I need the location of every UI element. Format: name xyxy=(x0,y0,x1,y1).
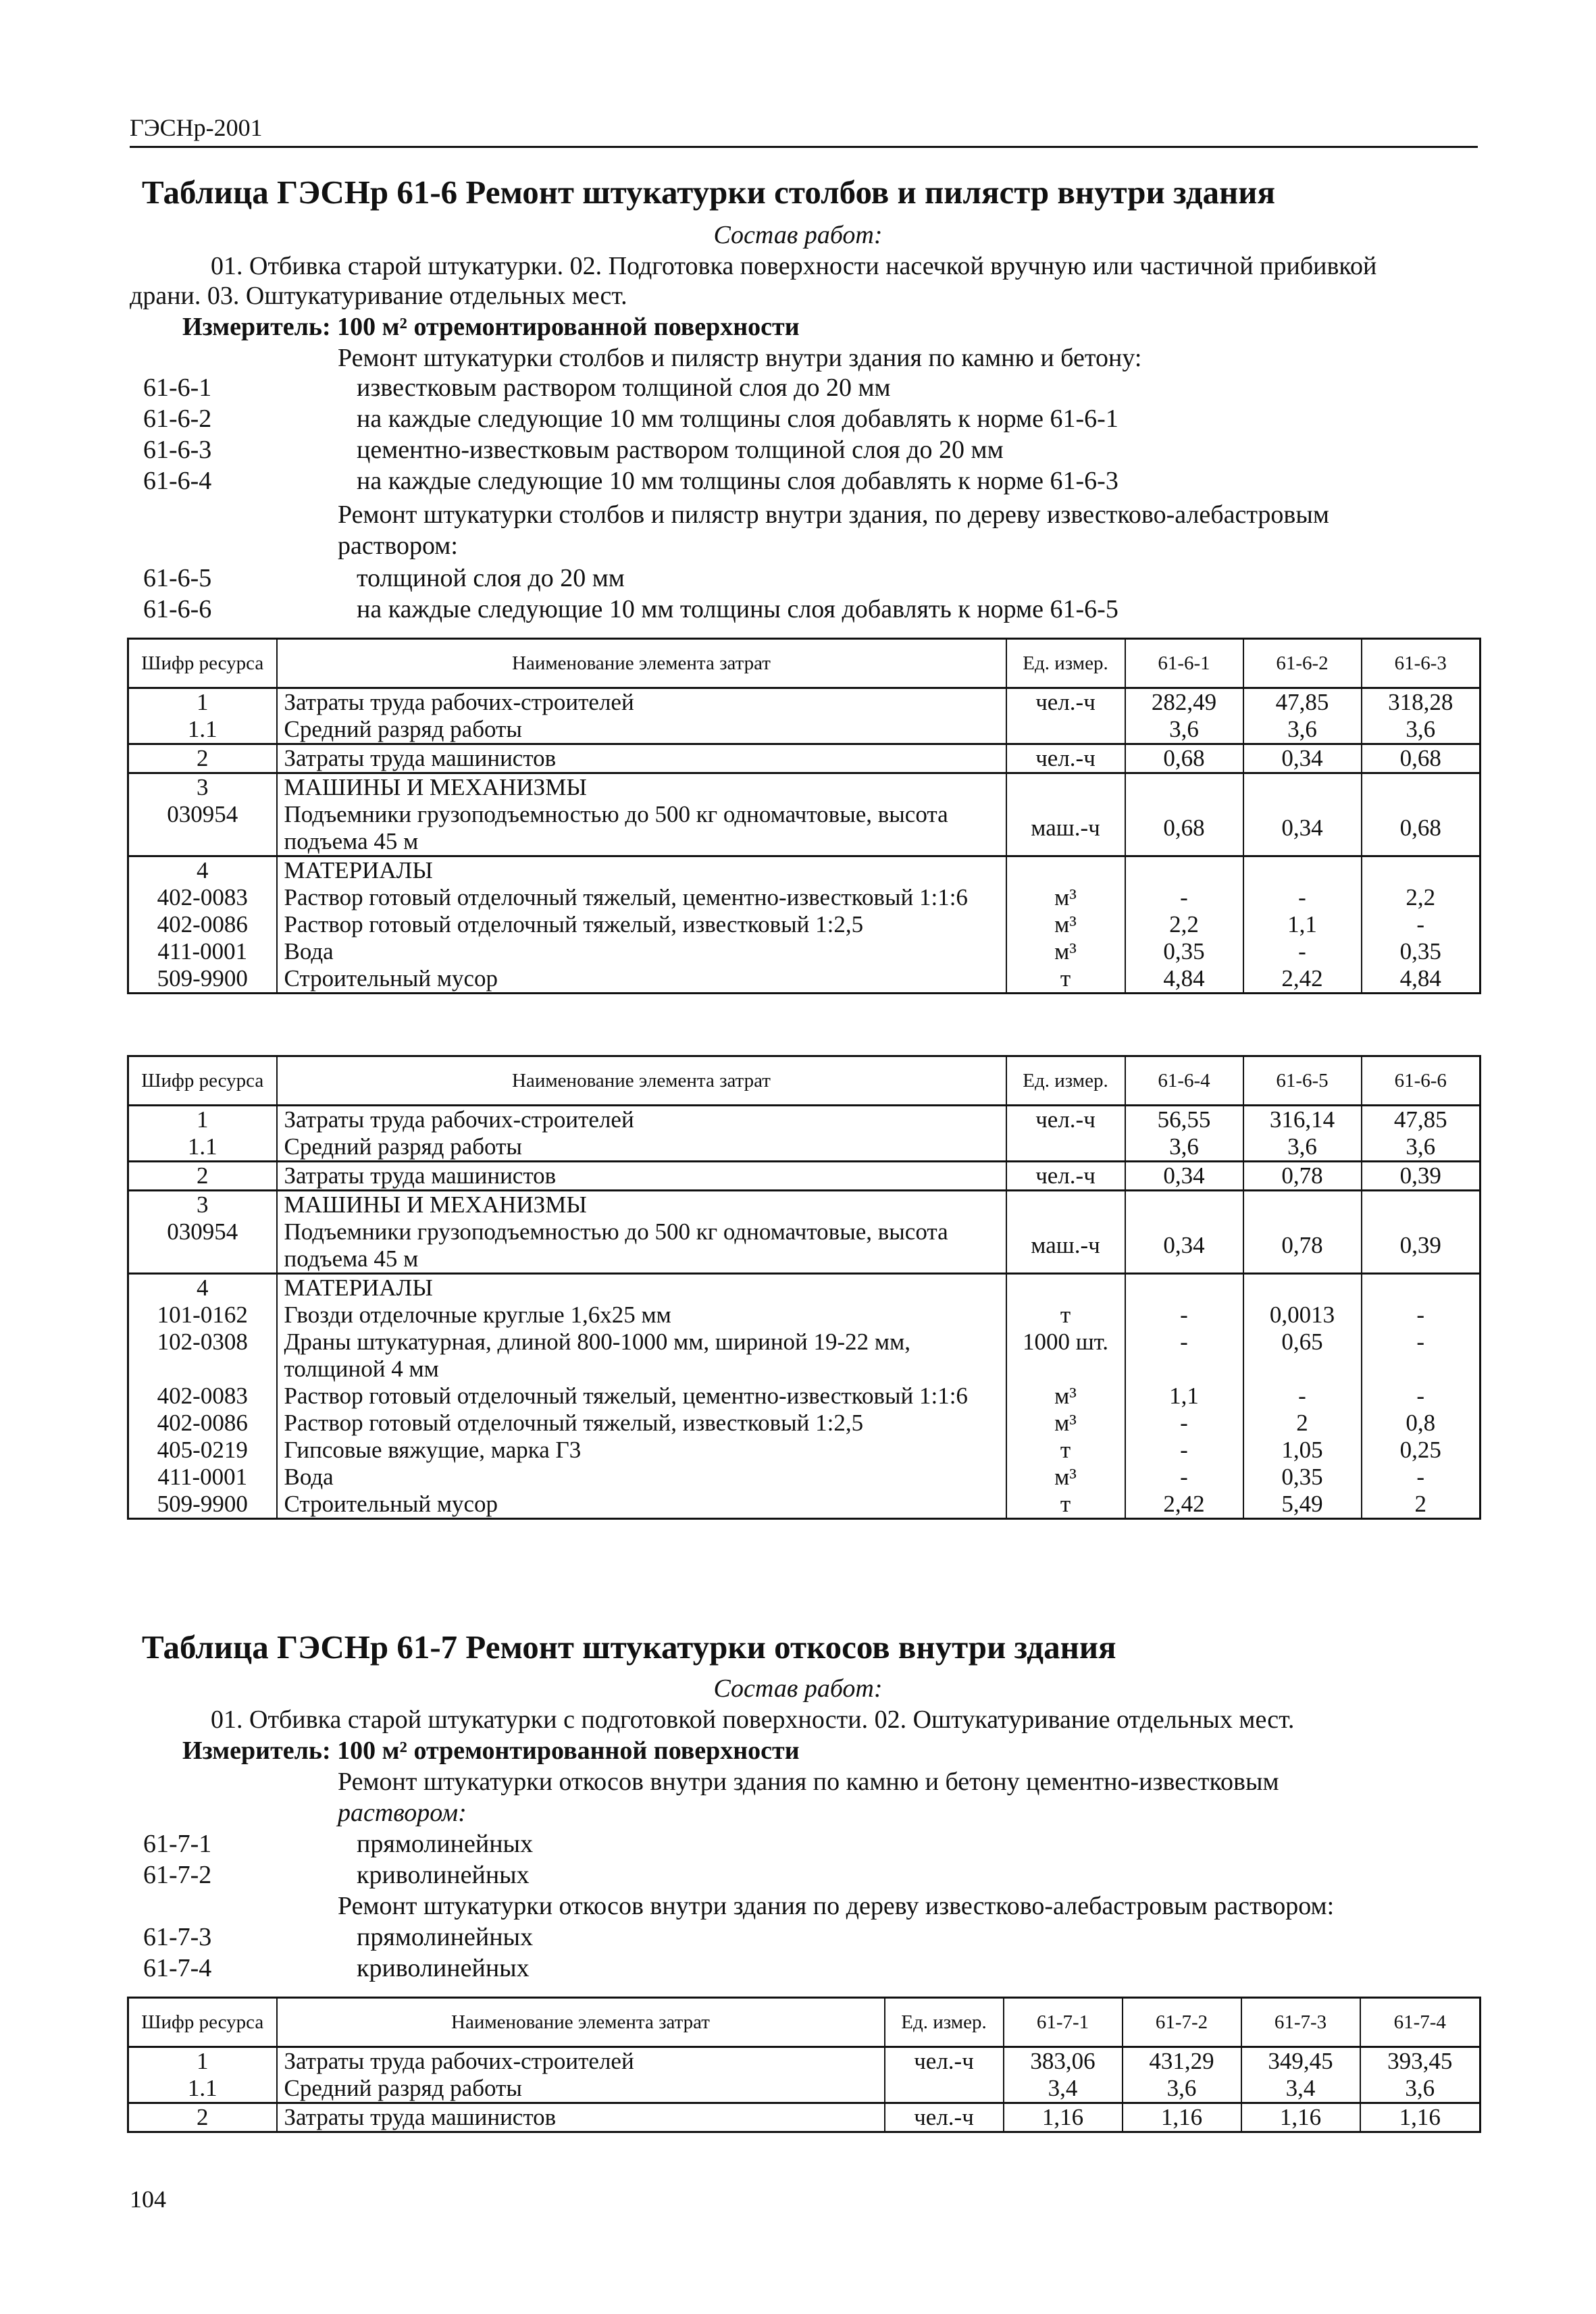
col-header-code: Шифр ресурса xyxy=(128,1056,277,1106)
norm-value: 318,28 xyxy=(1362,688,1481,717)
running-header xyxy=(130,113,1478,148)
norm-value: - xyxy=(1362,911,1481,938)
norm-value: 0,35 xyxy=(1243,1464,1362,1491)
norm-value: 0,39 xyxy=(1362,1218,1481,1274)
section-code: 4 xyxy=(128,1274,277,1302)
norm-value: 1,1 xyxy=(1243,911,1362,938)
norm-value: 3,6 xyxy=(1243,1133,1362,1162)
col-header-name: Наименование элемента затрат xyxy=(277,1998,885,2047)
norm-value: 3,4 xyxy=(1241,2075,1360,2103)
norm-value: 3,6 xyxy=(1243,716,1362,744)
norm-value: 3,6 xyxy=(1125,716,1243,744)
norm-value: 282,49 xyxy=(1125,688,1243,717)
resource-unit: т xyxy=(1006,1302,1125,1329)
norm-description: известковым раствором толщиной слоя до 20 мм xyxy=(357,374,891,402)
norm-value: 1,16 xyxy=(1004,2103,1123,2132)
table-row xyxy=(128,1106,1481,1134)
group-heading: раствором: xyxy=(338,1799,467,1827)
norm-description: прямолинейных xyxy=(357,1923,534,1951)
norm-code: 61-7-3 xyxy=(143,1923,212,1951)
table-row xyxy=(128,1218,1481,1274)
norm-code: 61-6-3 xyxy=(143,436,212,464)
table-61-6-title: Таблица ГЭСНр 61-6 Ремонт штукатурки столбов и пилястр внутри здания xyxy=(142,174,1276,211)
resource-code: 101-0162 xyxy=(128,1302,277,1329)
col-header-unit: Ед. измер. xyxy=(1006,639,1125,688)
col-header-norm: 61-6-6 xyxy=(1362,1056,1481,1106)
table-row xyxy=(128,1437,1481,1464)
resource-table-61-6-a xyxy=(127,638,1481,994)
resource-unit: м³ xyxy=(1006,1410,1125,1437)
section-title: МАТЕРИАЛЫ xyxy=(277,1274,1006,1302)
resource-unit: чел.-ч xyxy=(1006,688,1125,717)
resource-code: 1.1 xyxy=(128,1133,277,1162)
norm-value: 349,45 xyxy=(1241,2047,1360,2076)
section-code: 4 xyxy=(128,856,277,885)
resource-code: 1 xyxy=(128,2047,277,2076)
norm-value: - xyxy=(1243,1383,1362,1410)
resource-unit: т xyxy=(1006,1491,1125,1519)
table-row xyxy=(128,965,1481,994)
group-heading: Ремонт штукатурки откосов внутри здания по камню и бетону цементно-известковым xyxy=(338,1768,1279,1796)
norm-value: 0,78 xyxy=(1243,1162,1362,1191)
norm-value: 383,06 xyxy=(1004,2047,1123,2076)
resource-unit: м³ xyxy=(1006,1383,1125,1410)
resource-unit: т xyxy=(1006,965,1125,994)
norm-value: - xyxy=(1125,1437,1243,1464)
table-row xyxy=(128,801,1481,856)
col-header-norm: 61-6-4 xyxy=(1125,1056,1243,1106)
work-composition-label: Состав работ: xyxy=(713,1674,883,1703)
norm-value: 0,34 xyxy=(1125,1162,1243,1191)
norm-code: 61-7-1 xyxy=(143,1830,212,1858)
resource-code: 1 xyxy=(128,1106,277,1134)
resource-name: Подъемники грузоподъемностью до 500 кг одномачтовые, высота подъема 45 м xyxy=(277,1218,1006,1274)
col-header-norm: 61-6-5 xyxy=(1243,1056,1362,1106)
table-row xyxy=(128,1302,1481,1329)
norm-value: 431,29 xyxy=(1123,2047,1241,2076)
section-code: 3 xyxy=(128,773,277,802)
resource-code: 402-0083 xyxy=(128,884,277,911)
norm-value: 1,1 xyxy=(1125,1383,1243,1410)
resource-name: Строительный мусор xyxy=(277,1491,1006,1519)
resource-unit: маш.-ч xyxy=(1006,801,1125,856)
table-row xyxy=(128,1491,1481,1519)
resource-name: Гипсовые вяжущие, марка Г3 xyxy=(277,1437,1006,1464)
col-header-norm: 61-7-1 xyxy=(1004,1998,1123,2047)
table-row xyxy=(128,938,1481,965)
resource-code: 402-0086 xyxy=(128,911,277,938)
norm-description: толщиной слоя до 20 мм xyxy=(357,564,625,592)
norm-value: 2,2 xyxy=(1125,911,1243,938)
section-code: 3 xyxy=(128,1191,277,1219)
group-heading: Ремонт штукатурки откосов внутри здания по дереву известково-алебастровым раствором: xyxy=(338,1892,1335,1920)
norm-value: 1,16 xyxy=(1360,2103,1481,2132)
resource-unit: м³ xyxy=(1006,884,1125,911)
resource-name: Средний разряд работы xyxy=(277,716,1006,744)
norm-description: криволинейных xyxy=(357,1954,530,1982)
resource-name: Затраты труда рабочих-строителей xyxy=(277,2047,885,2076)
norm-description: на каждые следующие 10 мм толщины слоя добавлять к норме 61-6-1 xyxy=(357,405,1118,433)
table-row xyxy=(128,1329,1481,1383)
table-row xyxy=(128,1162,1481,1191)
norm-value: 2 xyxy=(1243,1410,1362,1437)
norm-value: - xyxy=(1243,938,1362,965)
unit-of-measure: Измеритель: 100 м² отремонтированной поверхности xyxy=(182,313,800,341)
norm-value: 3,4 xyxy=(1004,2075,1123,2103)
table-row xyxy=(128,744,1481,773)
norm-value: 3,6 xyxy=(1125,1133,1243,1162)
norm-description: криволинейных xyxy=(357,1861,530,1889)
resource-name: Раствор готовый отделочный тяжелый, известковый 1:2,5 xyxy=(277,911,1006,938)
col-header-name: Наименование элемента затрат xyxy=(277,1056,1006,1106)
resource-code: 402-0083 xyxy=(128,1383,277,1410)
table-row xyxy=(128,1383,1481,1410)
norm-value: 1,16 xyxy=(1123,2103,1241,2132)
resource-name: Раствор готовый отделочный тяжелый, цементно-известковый 1:1:6 xyxy=(277,884,1006,911)
norm-value: - xyxy=(1125,1302,1243,1329)
section-row xyxy=(128,1274,1481,1302)
resource-unit: чел.-ч xyxy=(885,2103,1004,2132)
norm-value: 0,35 xyxy=(1125,938,1243,965)
section-row xyxy=(128,1191,1481,1219)
resource-name: Раствор готовый отделочный тяжелый, цементно-известковый 1:1:6 xyxy=(277,1383,1006,1410)
norm-value: 4,84 xyxy=(1125,965,1243,994)
col-header-norm: 61-6-3 xyxy=(1362,639,1481,688)
norm-value: 0,39 xyxy=(1362,1162,1481,1191)
resource-unit: чел.-ч xyxy=(1006,1106,1125,1134)
norm-value: - xyxy=(1125,1410,1243,1437)
resource-unit: м³ xyxy=(1006,938,1125,965)
section-row xyxy=(128,856,1481,885)
resource-name: Драны штукатурная, длиной 800-1000 мм, шириной 19-22 мм, толщиной 4 мм xyxy=(277,1329,1006,1383)
norm-code: 61-6-2 xyxy=(143,405,212,433)
resource-code: 509-9900 xyxy=(128,965,277,994)
resource-code: 411-0001 xyxy=(128,1464,277,1491)
norm-value: 0,34 xyxy=(1243,744,1362,773)
resource-table-61-7 xyxy=(127,1997,1481,2133)
norm-value: - xyxy=(1243,884,1362,911)
section-title: МАТЕРИАЛЫ xyxy=(277,856,1006,885)
resource-code: 509-9900 xyxy=(128,1491,277,1519)
resource-unit: чел.-ч xyxy=(1006,744,1125,773)
resource-unit xyxy=(885,2075,1004,2103)
table-row xyxy=(128,911,1481,938)
group-heading: раствором: xyxy=(338,532,458,560)
col-header-code: Шифр ресурса xyxy=(128,639,277,688)
resource-code: 1.1 xyxy=(128,2075,277,2103)
resource-code: 2 xyxy=(128,2103,277,2132)
table-61-7-title: Таблица ГЭСНр 61-7 Ремонт штукатурки откосов внутри здания xyxy=(142,1628,1116,1666)
section-title: МАШИНЫ И МЕХАНИЗМЫ xyxy=(277,1191,1006,1219)
norm-value: 0,0013 xyxy=(1243,1302,1362,1329)
norm-value: 0,68 xyxy=(1362,801,1481,856)
resource-name: Средний разряд работы xyxy=(277,1133,1006,1162)
norm-value: 393,45 xyxy=(1360,2047,1481,2076)
norm-value: 4,84 xyxy=(1362,965,1481,994)
norm-code: 61-6-1 xyxy=(143,374,212,402)
resource-code: 1 xyxy=(128,688,277,717)
norm-code: 61-6-5 xyxy=(143,564,212,592)
resource-code: 2 xyxy=(128,744,277,773)
col-header-norm: 61-7-3 xyxy=(1241,1998,1360,2047)
resource-name: Затраты труда машинистов xyxy=(277,744,1006,773)
norm-code: 61-7-4 xyxy=(143,1954,212,1982)
resource-unit: м³ xyxy=(1006,911,1125,938)
norm-code: 61-6-4 xyxy=(143,467,212,495)
norm-value: 47,85 xyxy=(1362,1106,1481,1134)
norm-description: на каждые следующие 10 мм толщины слоя добавлять к норме 61-6-3 xyxy=(357,467,1118,495)
norm-value: 316,14 xyxy=(1243,1106,1362,1134)
norm-code: 61-6-6 xyxy=(143,595,212,623)
norm-description: прямолинейных xyxy=(357,1830,534,1858)
table-row xyxy=(128,2103,1481,2132)
norm-value: - xyxy=(1125,1464,1243,1491)
table-row xyxy=(128,1410,1481,1437)
norm-value: - xyxy=(1125,1329,1243,1383)
resource-name: Раствор готовый отделочный тяжелый, известковый 1:2,5 xyxy=(277,1410,1006,1437)
col-header-norm: 61-7-4 xyxy=(1360,1998,1481,2047)
norm-value: 0,68 xyxy=(1362,744,1481,773)
norm-value: - xyxy=(1362,1329,1481,1383)
norm-value: 1,16 xyxy=(1241,2103,1360,2132)
norm-code: 61-7-2 xyxy=(143,1861,212,1889)
work-composition-line: драни. 03. Оштукатуривание отдельных мест. xyxy=(130,282,627,310)
col-header-norm: 61-7-2 xyxy=(1123,1998,1241,2047)
norm-value: 47,85 xyxy=(1243,688,1362,717)
norm-value: 3,6 xyxy=(1360,2075,1481,2103)
section-row xyxy=(128,773,1481,802)
resource-code: 411-0001 xyxy=(128,938,277,965)
resource-code: 030954 xyxy=(128,1218,277,1274)
norm-value: 1,05 xyxy=(1243,1437,1362,1464)
norm-value: - xyxy=(1362,1383,1481,1410)
resource-unit: м³ xyxy=(1006,1464,1125,1491)
resource-code: 405-0219 xyxy=(128,1437,277,1464)
resource-name: Затраты труда машинистов xyxy=(277,2103,885,2132)
norm-value: 0,35 xyxy=(1362,938,1481,965)
norm-value: 0,34 xyxy=(1125,1218,1243,1274)
norm-value: - xyxy=(1125,884,1243,911)
resource-unit xyxy=(1006,1133,1125,1162)
resource-name: Вода xyxy=(277,1464,1006,1491)
table-row xyxy=(128,884,1481,911)
resource-unit: т xyxy=(1006,1437,1125,1464)
group-heading: Ремонт штукатурки столбов и пилястр внутри здания, по дереву известково-алебастровым xyxy=(338,500,1329,529)
col-header-norm: 61-6-1 xyxy=(1125,639,1243,688)
col-header-unit: Ед. измер. xyxy=(885,1998,1004,2047)
resource-name: Подъемники грузоподъемностью до 500 кг одномачтовые, высота подъема 45 м xyxy=(277,801,1006,856)
norm-value: 3,6 xyxy=(1362,1133,1481,1162)
norm-value: 0,8 xyxy=(1362,1410,1481,1437)
resource-code: 102-0308 xyxy=(128,1329,277,1383)
norm-value: 3,6 xyxy=(1123,2075,1241,2103)
resource-unit: 1000 шт. xyxy=(1006,1329,1125,1383)
norm-value: 3,6 xyxy=(1362,716,1481,744)
norm-value: - xyxy=(1362,1302,1481,1329)
table-row xyxy=(128,2047,1481,2076)
norm-description: цементно-известковым раствором толщиной слоя до 20 мм xyxy=(357,436,1004,464)
work-composition-line: 01. Отбивка старой штукатурки. 02. Подготовка поверхности насечкой вручную или частичной прибивкой xyxy=(211,252,1377,280)
col-header-code: Шифр ресурса xyxy=(128,1998,277,2047)
col-header-name: Наименование элемента затрат xyxy=(277,639,1006,688)
table-row xyxy=(128,2075,1481,2103)
norm-value: 2,42 xyxy=(1125,1491,1243,1519)
table-row xyxy=(128,716,1481,744)
resource-name: Строительный мусор xyxy=(277,965,1006,994)
running-title: ГЭСНр-2001 xyxy=(130,114,263,141)
resource-unit xyxy=(1006,716,1125,744)
resource-code: 030954 xyxy=(128,801,277,856)
norm-value: 5,49 xyxy=(1243,1491,1362,1519)
norm-value: - xyxy=(1362,1464,1481,1491)
resource-code: 1.1 xyxy=(128,716,277,744)
work-composition-line: 01. Отбивка старой штукатурки с подготовкой поверхности. 02. Оштукатуривание отдельных мест. xyxy=(211,1705,1295,1734)
col-header-unit: Ед. измер. xyxy=(1006,1056,1125,1106)
norm-value: 0,34 xyxy=(1243,801,1362,856)
unit-of-measure: Измеритель: 100 м² отремонтированной поверхности xyxy=(182,1737,800,1765)
resource-name: Затраты труда рабочих-строителей xyxy=(277,688,1006,717)
resource-code: 402-0086 xyxy=(128,1410,277,1437)
col-header-norm: 61-6-2 xyxy=(1243,639,1362,688)
norm-value: 0,78 xyxy=(1243,1218,1362,1274)
norm-value: 56,55 xyxy=(1125,1106,1243,1134)
resource-code: 2 xyxy=(128,1162,277,1191)
resource-name: Средний разряд работы xyxy=(277,2075,885,2103)
resource-name: Гвозди отделочные круглые 1,6х25 мм xyxy=(277,1302,1006,1329)
norm-value: 0,65 xyxy=(1243,1329,1362,1383)
norm-value: 0,25 xyxy=(1362,1437,1481,1464)
norm-value: 0,68 xyxy=(1125,744,1243,773)
section-title: МАШИНЫ И МЕХАНИЗМЫ xyxy=(277,773,1006,802)
norm-value: 2,2 xyxy=(1362,884,1481,911)
table-row xyxy=(128,1464,1481,1491)
norm-value: 2 xyxy=(1362,1491,1481,1519)
table-row xyxy=(128,688,1481,717)
table-row xyxy=(128,1133,1481,1162)
norm-description: на каждые следующие 10 мм толщины слоя добавлять к норме 61-6-5 xyxy=(357,595,1118,623)
resource-name: Затраты труда рабочих-строителей xyxy=(277,1106,1006,1134)
resource-table-61-6-b xyxy=(127,1055,1481,1520)
resource-unit: чел.-ч xyxy=(1006,1162,1125,1191)
group-heading: Ремонт штукатурки столбов и пилястр внутри здания по камню и бетону: xyxy=(338,344,1142,372)
resource-unit: чел.-ч xyxy=(885,2047,1004,2076)
resource-name: Вода xyxy=(277,938,1006,965)
page-number: 104 xyxy=(130,2186,166,2213)
norm-value: 0,68 xyxy=(1125,801,1243,856)
resource-name: Затраты труда машинистов xyxy=(277,1162,1006,1191)
norm-value: 2,42 xyxy=(1243,965,1362,994)
resource-unit: маш.-ч xyxy=(1006,1218,1125,1274)
work-composition-label: Состав работ: xyxy=(713,221,883,249)
